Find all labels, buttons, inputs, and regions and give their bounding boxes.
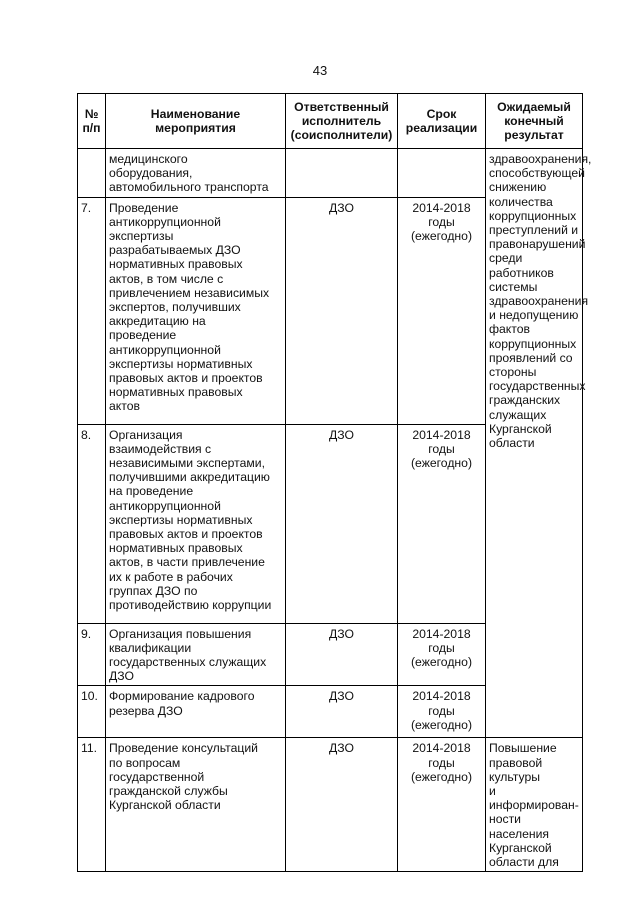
header-number: № п/п bbox=[78, 94, 106, 149]
row-activity-name: Проведение антикоррупционной экспертизы разрабатываемых ДЗО нормативных правовых актов, в том числе с привлечением независимых экспертов, получивших аккредитацию на проведение антикоррупционной экспертизы нормативных правовых актов и проектов нормативных правовых актов bbox=[106, 197, 286, 424]
header-executor: Ответственный исполнитель (соисполнители) bbox=[286, 94, 398, 149]
row-term: 2014-2018 годы (ежегодно) bbox=[398, 686, 486, 738]
row-executor: ДЗО bbox=[286, 197, 398, 424]
row-activity-name: Организация повышения квалификации государственных служащих ДЗО bbox=[106, 623, 286, 686]
row-activity-name: медицинского оборудования, автомобильного транспорта bbox=[106, 149, 286, 198]
row-executor: ДЗО bbox=[286, 623, 398, 686]
row-activity-name: Формирование кадрового резерва ДЗО bbox=[106, 686, 286, 738]
row-number: 8. bbox=[78, 424, 106, 623]
row-activity-name: Организация взаимодействия с независимыми экспертами, получившими аккредитацию на проведение антикоррупционной экспертизы нормативных правовых актов и проектов нормативных правовых актов, в части привлечение их к работе в рабочих группах ДЗО по противодействию коррупции bbox=[106, 424, 286, 623]
header-expected-result: Ожидаемый конечный результат bbox=[486, 94, 583, 149]
expected-result-block-1: здравоохранения, способствующей снижению количества коррупционных преступлений и правонарушений среди работников системы здравоохранения и недопущению фактов коррупционных проявлений со стороны государственных гражданских служащих Курганской области bbox=[486, 149, 583, 738]
row-number: 9. bbox=[78, 623, 106, 686]
row-activity-name: Проведение консультаций по вопросам государственной гражданской службы Курганской области bbox=[106, 738, 286, 872]
row-number: 10. bbox=[78, 686, 106, 738]
row-number bbox=[78, 149, 106, 198]
row-term: 2014-2018 годы (ежегодно) bbox=[398, 623, 486, 686]
row-executor bbox=[286, 149, 398, 198]
row-executor: ДЗО bbox=[286, 686, 398, 738]
header-term: Срок реализации bbox=[398, 94, 486, 149]
row-term: 2014-2018 годы (ежегодно) bbox=[398, 197, 486, 424]
row-term: 2014-2018 годы (ежегодно) bbox=[398, 424, 486, 623]
row-term bbox=[398, 149, 486, 198]
table-row bbox=[78, 738, 583, 872]
table-header-row bbox=[78, 94, 583, 149]
row-term: 2014-2018 годы (ежегодно) bbox=[398, 738, 486, 872]
expected-result-block-2: Повышение правовой культуры и информирован- ности населения Курганской области для bbox=[486, 738, 583, 872]
row-number: 11. bbox=[78, 738, 106, 872]
row-executor: ДЗО bbox=[286, 424, 398, 623]
page-number: 43 bbox=[312, 63, 328, 78]
action-plan-table bbox=[77, 93, 592, 872]
table-row bbox=[78, 149, 583, 198]
row-executor: ДЗО bbox=[286, 738, 398, 872]
row-number: 7. bbox=[78, 197, 106, 424]
header-activity-name: Наименование мероприятия bbox=[106, 94, 286, 149]
